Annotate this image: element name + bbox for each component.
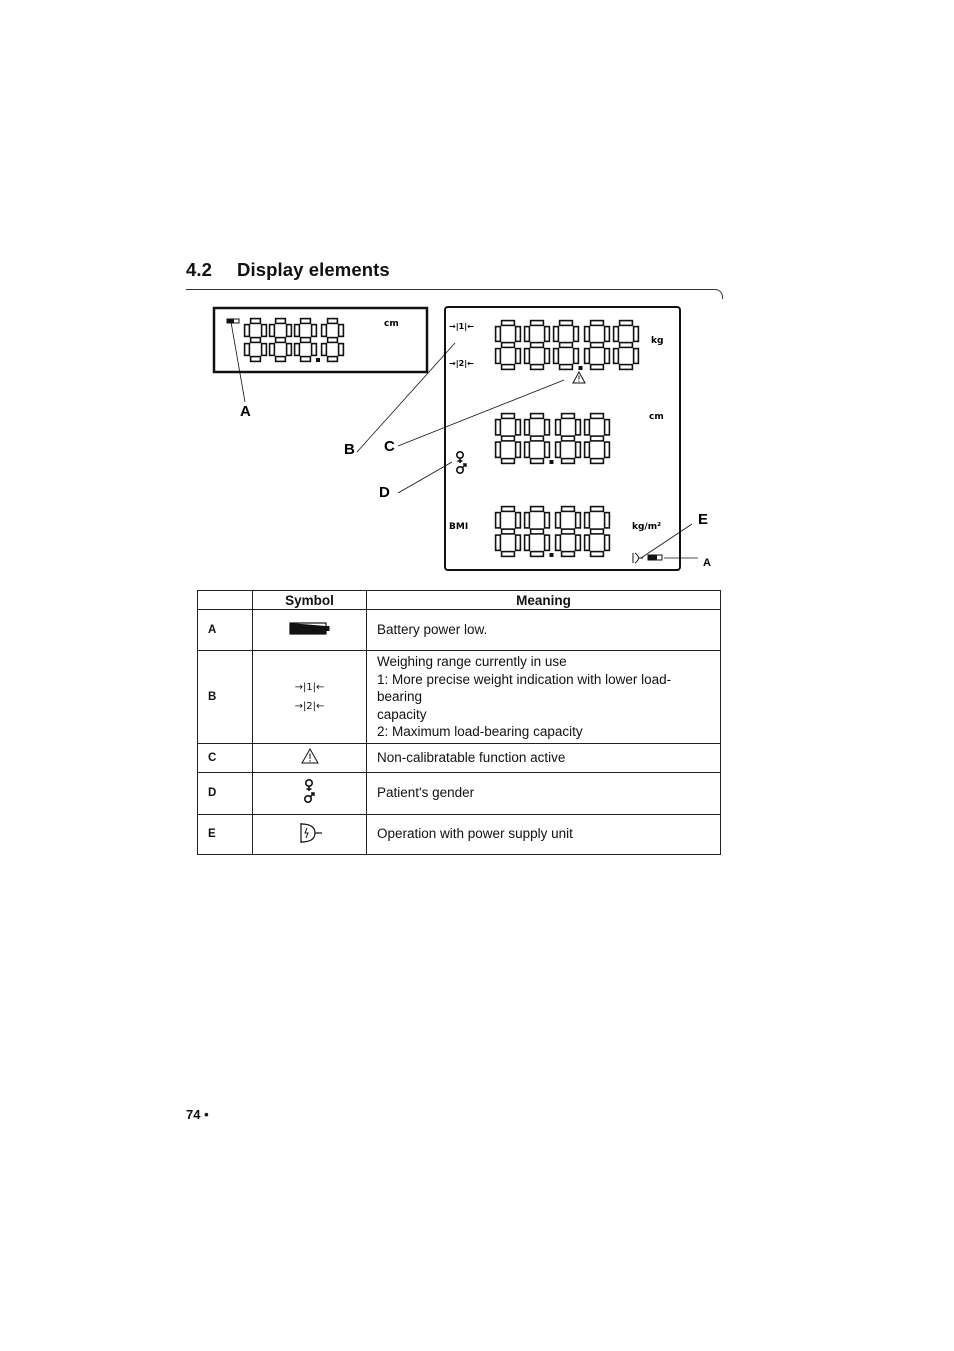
lcd-segment (576, 535, 581, 550)
lcd-segment (591, 459, 604, 464)
lcd-segment (270, 344, 275, 356)
callout-a-small: A (703, 557, 711, 569)
lcd-segment (496, 442, 501, 457)
lcd-segment (531, 552, 544, 557)
row-symbol (253, 772, 367, 814)
lcd-segment (591, 436, 604, 441)
warning-triangle-icon (573, 372, 585, 383)
height-unit: cm (649, 412, 664, 422)
lcd-segment (251, 338, 261, 343)
lcd-segment (301, 338, 311, 343)
lcd-segment (585, 513, 590, 528)
lcd-segment (591, 321, 604, 326)
lcd-segment (262, 344, 267, 356)
lcd-segment (516, 535, 521, 550)
lcd-segment (576, 420, 581, 435)
lcd-segment (245, 344, 250, 356)
lcd-segment (585, 535, 590, 550)
lcd-segment (339, 325, 344, 337)
lcd-segment (585, 420, 590, 435)
lcd-segment (516, 513, 521, 528)
lcd-segment (525, 420, 530, 435)
row-meaning: Patient's gender (367, 772, 721, 814)
lcd-segment (496, 513, 501, 528)
battery-low-icon (648, 555, 662, 560)
lcd-segment (502, 552, 515, 557)
lcd-segment (312, 325, 317, 337)
lcd-segment (531, 436, 544, 441)
lcd-segment (591, 414, 604, 419)
row-meaning: Non-calibratable function active (367, 743, 721, 772)
lcd-segment (502, 507, 515, 512)
range-2-indicator: →|2|← (449, 359, 474, 368)
row-meaning: Battery power low. (367, 610, 721, 651)
lcd-segment (554, 349, 559, 364)
lcd-segment (545, 327, 550, 342)
lcd-segment (614, 327, 619, 342)
lcd-segment (276, 319, 286, 324)
table-row (198, 610, 721, 651)
lcd-segment (562, 529, 575, 534)
lcd-segment (287, 344, 292, 356)
lcd-segment (328, 319, 338, 324)
bmi-unit: kg/m² (632, 522, 662, 532)
lcd-segment (562, 414, 575, 419)
bmi-label: BMI (449, 522, 469, 532)
gender-icon (457, 452, 466, 473)
lcd-segment (605, 513, 610, 528)
lcd-segment (276, 357, 286, 362)
lcd-segment (562, 552, 575, 557)
callout-d: D (379, 484, 390, 501)
lcd-segment (531, 529, 544, 534)
lcd-segment (502, 343, 515, 348)
lcd-segment (545, 442, 550, 457)
lcd-segment (287, 325, 292, 337)
header-key (198, 591, 253, 610)
section-number: 4.2 (186, 259, 213, 280)
lcd-segment (585, 327, 590, 342)
lcd-segment (591, 365, 604, 370)
lcd-segment (516, 349, 521, 364)
lcd-segment (591, 529, 604, 534)
lcd-segment (591, 552, 604, 557)
lcd-segment (605, 535, 610, 550)
lcd-segment (556, 442, 561, 457)
lcd-segment (502, 321, 515, 326)
weight-unit: kg (651, 336, 664, 346)
lcd-segment (301, 357, 311, 362)
lcd-segment (276, 338, 286, 343)
lcd-segment (585, 442, 590, 457)
lcd-segment (531, 507, 544, 512)
lcd-segment (496, 420, 501, 435)
range-1-indicator: →|1|← (449, 322, 474, 331)
lcd-segment (576, 513, 581, 528)
lcd-segment (502, 529, 515, 534)
lcd-segment (556, 513, 561, 528)
lcd-segment (620, 343, 633, 348)
lcd-segment (251, 319, 261, 324)
lcd-segment (262, 325, 267, 337)
lcd-segment (531, 365, 544, 370)
callout-e: E (698, 511, 709, 528)
lcd-segment (556, 535, 561, 550)
row-key: E (198, 814, 253, 854)
header-symbol: Symbol (253, 591, 367, 610)
lcd-segment (295, 344, 300, 356)
lcd-segment (516, 327, 521, 342)
height-digits (496, 414, 610, 464)
row-symbol (253, 610, 367, 651)
callout-b-line (357, 343, 455, 452)
lcd-segment (614, 349, 619, 364)
lcd-segment (496, 327, 501, 342)
callout-b: B (344, 441, 355, 458)
lcd-segment (525, 513, 530, 528)
lcd-segment (531, 414, 544, 419)
lcd-segment (245, 325, 250, 337)
lcd-segment (562, 436, 575, 441)
bmi-digits (496, 507, 610, 557)
lcd-segment (556, 420, 561, 435)
power-supply-icon (296, 821, 324, 845)
table-row (198, 772, 721, 814)
lcd-segment (496, 535, 501, 550)
lcd-segment (585, 349, 590, 364)
table-header-row (198, 591, 721, 610)
lcd-segment (634, 327, 639, 342)
lcd-segment (328, 357, 338, 362)
symbol-table (197, 590, 721, 855)
left-display-digits (245, 319, 344, 362)
lcd-decimal-point (316, 358, 320, 362)
row-symbol (253, 814, 367, 854)
lcd-segment (531, 459, 544, 464)
lcd-segment (562, 459, 575, 464)
row-key: B (198, 651, 253, 744)
lcd-segment (591, 343, 604, 348)
lcd-segment (545, 349, 550, 364)
lcd-segment (605, 420, 610, 435)
lcd-segment (560, 343, 573, 348)
gender-icon (300, 778, 320, 806)
lcd-segment (605, 442, 610, 457)
warning-triangle-icon (300, 747, 320, 765)
weight-digits (496, 321, 639, 370)
battery-low-icon (288, 621, 332, 637)
lcd-segment (531, 343, 544, 348)
lcd-segment (502, 414, 515, 419)
lcd-segment (545, 535, 550, 550)
lcd-segment (270, 325, 275, 337)
battery-fill (227, 319, 234, 323)
lcd-segment (591, 507, 604, 512)
callout-c: C (384, 438, 395, 455)
lcd-segment (251, 357, 261, 362)
lcd-segment (560, 365, 573, 370)
lcd-segment (574, 349, 579, 364)
lcd-decimal-point (550, 553, 554, 557)
lcd-segment (295, 325, 300, 337)
lcd-segment (634, 349, 639, 364)
lcd-segment (502, 365, 515, 370)
lcd-segment (525, 442, 530, 457)
row-symbol (253, 743, 367, 772)
lcd-segment (620, 365, 633, 370)
row-key: A (198, 610, 253, 651)
lcd-segment (322, 344, 327, 356)
lcd-segment (560, 321, 573, 326)
lcd-segment (525, 349, 530, 364)
row-meaning: Weighing range currently in use 1: More precise weight indication with lower load-bearing capacity 2: Maximum load-bearing capacity (367, 651, 721, 744)
page-number: 74 • (186, 1107, 209, 1122)
lcd-segment (516, 420, 521, 435)
lcd-segment (502, 436, 515, 441)
lcd-segment (516, 442, 521, 457)
lcd-segment (545, 513, 550, 528)
callout-a-line (231, 322, 245, 402)
lcd-segment (562, 507, 575, 512)
row-symbol (253, 651, 367, 744)
lcd-decimal-point (550, 460, 554, 464)
lcd-segment (605, 327, 610, 342)
lcd-segment (525, 327, 530, 342)
section-title: Display elements (237, 259, 390, 280)
lcd-segment (525, 535, 530, 550)
weighing-range-icon: →|1|← →|2|← (294, 681, 325, 712)
row-key: C (198, 743, 253, 772)
callout-a: A (240, 403, 251, 420)
lcd-segment (620, 321, 633, 326)
lcd-segment (605, 349, 610, 364)
lcd-segment (554, 327, 559, 342)
lcd-segment (301, 319, 311, 324)
lcd-segment (328, 338, 338, 343)
lcd-segment (574, 327, 579, 342)
lcd-segment (545, 420, 550, 435)
lcd-decimal-point (579, 366, 583, 370)
header-meaning: Meaning (367, 591, 721, 610)
lcd-segment (322, 325, 327, 337)
table-row (198, 814, 721, 854)
row-key: D (198, 772, 253, 814)
left-display-frame (214, 308, 427, 372)
lcd-segment (339, 344, 344, 356)
row-meaning: Operation with power supply unit (367, 814, 721, 854)
lcd-segment (312, 344, 317, 356)
lcd-segment (502, 459, 515, 464)
table-row (198, 651, 721, 744)
lcd-segment (531, 321, 544, 326)
lcd-segment (496, 349, 501, 364)
table-row (198, 743, 721, 772)
display-diagram (0, 0, 954, 600)
callout-d-line (398, 462, 452, 493)
lcd-segment (576, 442, 581, 457)
left-display-unit: cm (384, 319, 399, 329)
